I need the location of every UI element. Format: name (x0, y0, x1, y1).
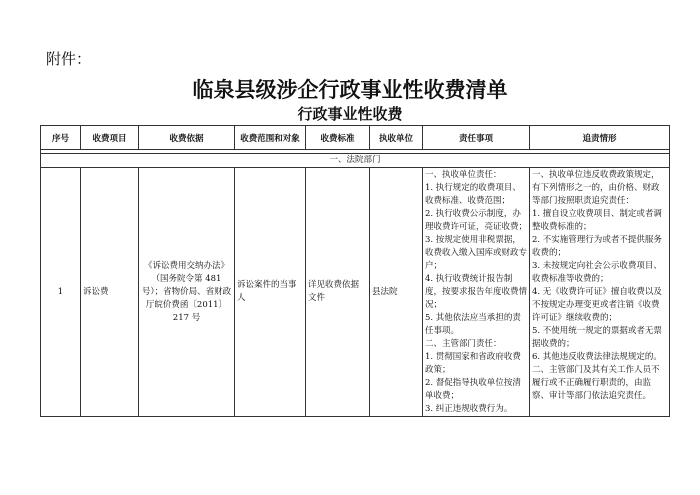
duty-line: 2. 执行收费公示制度，办理收费许可证，亮证收费； (425, 209, 528, 232)
cell-scope: 诉讼案件的当事人 (235, 168, 306, 417)
department-label: 一、法院部门 (41, 154, 670, 168)
header-standard: 收费标准 (306, 126, 370, 150)
accountability-line: 2. 不实施管理行为或者不提供服务收费的； (532, 235, 662, 258)
cell-unit: 县法院 (370, 168, 423, 417)
accountability-line: 5. 不使用统一规定的票据或者无票据收费的； (532, 326, 662, 349)
table-row (41, 168, 670, 417)
duty-line: 1. 执行规定的收费项目、收费标准、收费范围； (425, 183, 521, 206)
attachment-label: 附件： (46, 50, 92, 68)
cell-no: 1 (41, 168, 81, 417)
cell-duties (423, 168, 530, 417)
header-item: 收费项目 (81, 126, 139, 150)
duty-line: 2. 督促指导执收单位按清单收费； (425, 378, 521, 401)
document-title: 临泉县级涉企行政事业性收费清单 (192, 77, 508, 102)
accountability-line: 6. 其他违反收费法律法规规定的。 (532, 352, 662, 362)
cell-standard: 详见收费依据文件 (306, 168, 370, 417)
cell-item: 诉讼费 (81, 168, 139, 417)
header-no: 序号 (41, 126, 81, 150)
header-unit: 执收单位 (370, 126, 423, 150)
table-header-row (41, 126, 670, 150)
header-basis: 收费依据 (139, 126, 235, 150)
accountability-line: 二、主管部门及其有关工作人员不履行或不正确履行职责的，由监察、审计等部门依法追究责任。 (532, 365, 660, 401)
duty-line: 5. 其他依法应当承担的责任事项。 (425, 313, 521, 336)
document-subtitle: 行政事业性收费 (297, 105, 403, 123)
accountability-line: 3. 未按规定向社会公示收费项目、收费标准等收费的； (532, 261, 662, 284)
duty-line: 4. 执行收费统计报告制度，按要求报告年度收费情况； (425, 274, 528, 310)
cell-basis: 《诉讼费用交纳办法》（国务院令第 481 号）；省物价局、省财政厅皖价费函〔2011〕217 号 (139, 168, 235, 417)
duty-line: 一、执收单位责任： (425, 170, 502, 180)
duty-line: 二、主管部门责任： (425, 339, 502, 349)
accountability-line: 1. 擅自设立收费项目、制定或者调整收费标准的； (532, 209, 662, 232)
duty-line: 1. 贯彻国家和省政府收费政策； (425, 352, 521, 375)
accountability-line: 4. 无《收费许可证》擅自收费以及不按规定办理变更或者注销《收费许可证》继续收费的； (532, 287, 662, 323)
duty-line: 3. 纠正违规收费行为。 (425, 404, 513, 414)
department-row (41, 154, 670, 168)
duty-line: 3. 按规定使用非税票据，收费收入缴入国库或财政专户； (425, 235, 528, 271)
header-accountability: 追责情形 (530, 126, 670, 150)
header-scope: 收费范围和对象 (235, 126, 306, 150)
cell-accountability (530, 168, 670, 417)
accountability-line: 一、执收单位违反收费政策规定，有下列情形之一的，由价格、财政等部门按照职责追究责任： (532, 170, 660, 206)
header-duties: 责任事项 (423, 126, 530, 150)
fee-table (40, 125, 670, 417)
